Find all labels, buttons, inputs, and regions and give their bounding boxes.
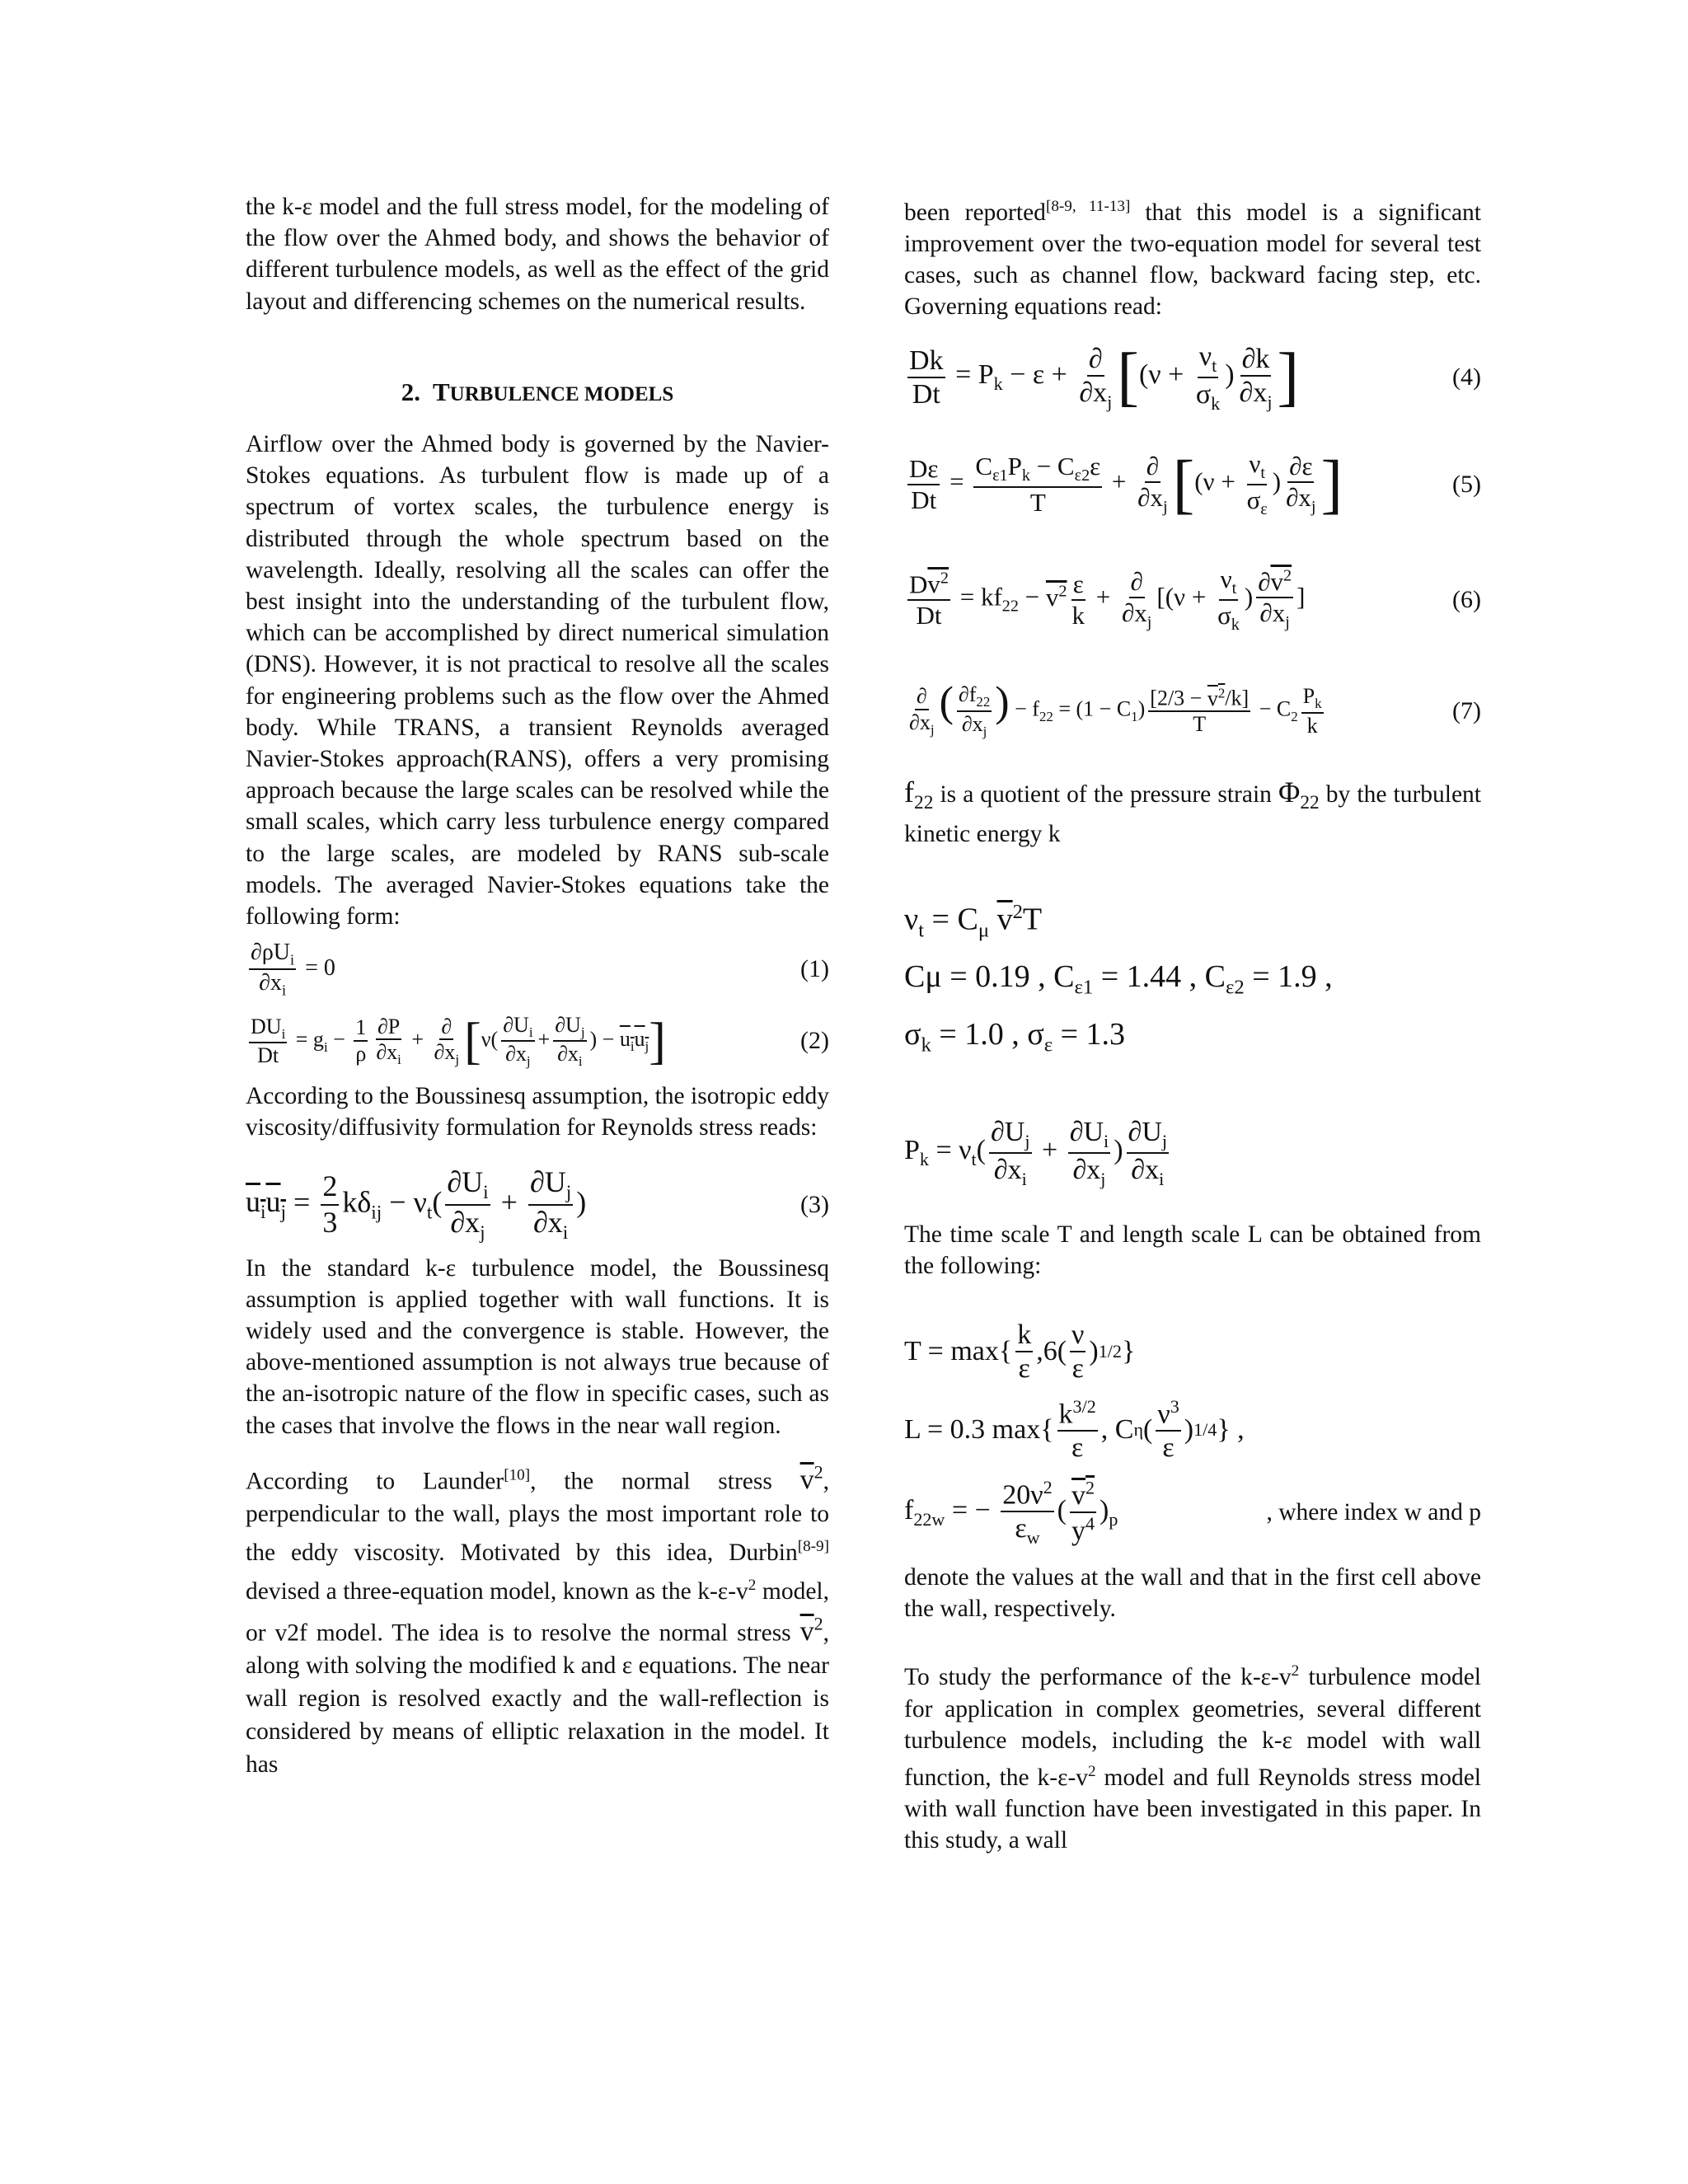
- k-epsilon-paragraph: In the standard k-ε turbulence model, the Boussinesq assumption is applied together with wall functions. It is widely used and the convergence is stable. However, the above-mentioned assumption is not always true because of the an-isotropic nature of the flow in specific cases, such as the cases that involve the flows in the near wall region.: [246, 1254, 829, 1439]
- equation-2-body: $\frac{DU_i}{Dt}$ = $g_i$ − $\frac{1}{\rho}$ $\frac{\partial P}{\partial x_i}$ + $\frac{\partial}{\partial x_j}$ [ν( $\frac{\partial U_i}{\partial x_j}$ + $\frac{\partial U_j}{\partial x_i}$ ) − $u_iu_j$]: [251, 1012, 666, 1070]
- equation-3: [246, 1157, 829, 1253]
- wall-values-paragraph: denote the values at the wall and that in the first cell above the wall, respectively.: [904, 1564, 1481, 1623]
- time-scale-equation: T = max{ $\frac{k}{\varepsilon}$ ,6( $\frac{\nu}{\varepsilon}$ ) 1/2 }: [904, 1319, 1136, 1385]
- equation-5-number: (5): [1452, 470, 1481, 498]
- f22w-equation: $f_{22w}$ = − $\frac{20\nu^2}{\varepsilon_w}$ ( $\frac{v^2}{y^4}$ )$_p$ , where index w and p: [904, 1476, 1481, 1548]
- equation-2: [246, 1001, 829, 1080]
- equation-6: [904, 542, 1481, 658]
- launder-paragraph: According to Launder[10], the normal stress $\overline{v}^2$, perpendicular to the wall, plays the most important role to the eddy viscosity. Motivated by this idea, Durbin[8-9] devised a three-equation model, known as the $k-\varepsilon-v^2$ model, or v2f model. The idea is to resolve the normal stress $\overline{v}^2$, along with solving the modified k and ε equations. The near wall region is resolved exactly and the wall-reflection is considered by means of elliptic relaxation in the model. It has: [246, 1461, 829, 1779]
- section-number: 2.: [401, 377, 421, 406]
- equation-3-body: $u_iu_j$ = $\frac{2}{3}$ $k\delta_{ij} - \nu_t$( $\frac{\partial U_i}{\partial x_j}$ + $\frac{\partial U_j}{\partial x_i}$ ): [246, 1165, 587, 1244]
- equation-7: [904, 658, 1481, 765]
- equation-1-body: $\frac{\partial\rho U_i}{\partial x_i}$ = 0: [251, 939, 335, 999]
- equation-4-body: $\frac{Dk}{Dt}$ = $P_k - \varepsilon$ + $\frac{\partial}{\partial x_j}$ [(ν + $\frac{\nu_t}{\sigma_k}$ ) $\frac{\partial k}{\partial x_j}$ ]: [909, 340, 1300, 414]
- equation-6-number: (6): [1452, 585, 1481, 613]
- equation-6-body: $\frac{Dv^2}{Dt}$ = $kf_{22} - v^2$ $\frac{\varepsilon}{k}$ + $\frac{\partial}{\partial x_j}$ [(ν + $\frac{\nu_t}{\sigma_k}$ ) $\frac{\partial v^2}{\partial x_j}$ ]: [909, 565, 1306, 634]
- pk-definition: $P_k = \nu_t$( $\frac{\partial U_j}{\partial x_i}$ + $\frac{\partial U_i}{\partial x_j}$ ) $\frac{\partial U_j}{\partial x_i}$: [904, 1117, 1168, 1189]
- nu-t-definition: $\nu_t = C_\mu$ $\overline{v}^2T$: [904, 901, 1043, 942]
- equation-2-number: (2): [800, 1027, 829, 1055]
- constants-line-1: Cμ = 0.19 , $C_{\varepsilon 1} = 1.44$ , $C_{\varepsilon 2} = 1.9$ ,: [904, 959, 1333, 1000]
- equation-3-number: (3): [800, 1190, 829, 1218]
- equation-7-number: (7): [1452, 696, 1481, 724]
- equation-4-number: (4): [1452, 363, 1481, 391]
- constants-line-2: $\sigma_k = 1.0$ , $\sigma_\varepsilon = 1.3$: [904, 1017, 1126, 1057]
- length-scale-equation: L = 0.3 max{ $\frac{k^{3/2}}{\varepsilon}$ , C η ( $\frac{\nu^3}{\varepsilon}$ ) 1/4 } ,: [904, 1395, 1245, 1464]
- equation-4: [904, 328, 1481, 427]
- navier-stokes-paragraph: Airflow over the Ahmed body is governed by the Navier-Stokes equations. As turbulent flow is made up of a spectrum of vortex scales, the turbulence energy is distributed through the whole spectrum based on the wavelength. Ideally, resolving all the scales can offer the best insight into the understanding of the turbulent flow, which can be accomplished by direct numerical simulation (DNS). However, it is not practical to resolve all the scales for engineering problems such as the flow over the Ahmed body. While TRANS, a transient Reynolds averaged Navier-Stokes approach(RANS), offers a very promising approach because the large scales can be resolved while the small scales, which carry less turbulence energy compared to the large scales, are modeled by RANS sub-scale models. The averaged Navier-Stokes equations take the following form:: [246, 431, 829, 930]
- intro-paragraph: the k-ε model and the full stress model, for the modeling of the flow over the Ahmed body, and shows the behavior of different turbulence models, as well as the effect of the grid layout and differencing schemes on the numerical results.: [246, 194, 829, 315]
- section-heading: [246, 377, 829, 410]
- equation-5: [904, 427, 1481, 542]
- section-title-first: T: [432, 377, 450, 406]
- section-title-rest: URBULENCE MODELS: [449, 382, 674, 405]
- f22-paragraph: $f_{22}$ is a quotient of the pressure strain $\Phi_{22}$ by the turbulent kinetic energy k: [904, 775, 1482, 848]
- right-column: [904, 191, 1481, 1856]
- equation-7-body: $\frac{\partial}{\partial x_j}$ ( $\frac{\partial f_{22}}{\partial x_j}$ ) − $f_{22} = (1 - C_1)$ $\frac{[2/3 - v^2/k]}{T}$ − $C_2$ $\frac{P_k}{k}$: [909, 678, 1322, 739]
- equation-5-body: $\frac{D\varepsilon}{Dt}$ = $\frac{C_{\varepsilon 1}P_k - C_{\varepsilon 2}\varepsilon}{T}$ + $\frac{\partial}{\partial x_j}$ [(ν + $\frac{\nu_t}{\sigma_\varepsilon}$ ) $\frac{\partial\varepsilon}{\partial x_j}$ ]: [909, 448, 1343, 521]
- left-column: [246, 191, 829, 1781]
- boussinesq-paragraph: According to the Boussinesq assumption, the isotropic eddy viscosity/diffusivity formulation for Reynolds stress reads:: [246, 1083, 829, 1141]
- time-scale-paragraph: The time scale T and length scale L can be obtained from the following:: [904, 1221, 1481, 1279]
- equation-1: [246, 937, 829, 1001]
- scale-equations: [904, 1315, 1481, 1554]
- study-paragraph: To study the performance of the $k-\varepsilon-v^2$ turbulence model for application in complex geometries, several different turbulence models, including the k-ε model with wall function, the $k-\varepsilon-v^2$ model and full Reynolds stress model with wall function have been investigated in this paper. In this study, a wall: [904, 1662, 1481, 1854]
- equation-1-number: (1): [800, 955, 829, 983]
- model-constants: [904, 889, 1481, 1068]
- reported-paragraph: been reported[8-9, 11-13] that this model is a significant improvement over the two-equation model for several test cases, such as channel flow, backward facing step, etc. Governing equations read:: [904, 198, 1482, 321]
